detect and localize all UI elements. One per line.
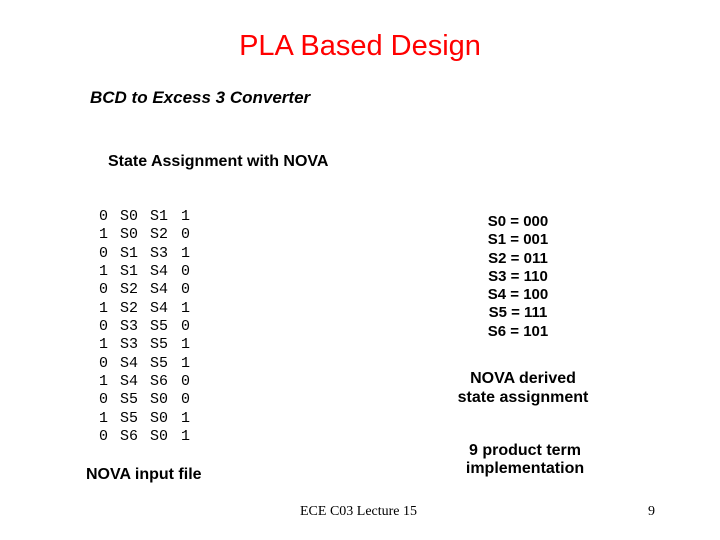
output-bit-cell: 1: [181, 336, 191, 354]
output-bit-cell: 0: [181, 226, 191, 244]
table-row: [99, 263, 193, 281]
state-encoding-item: S3 = 110: [488, 267, 548, 285]
output-bit-cell: 0: [181, 317, 191, 335]
next-state-cell: S4: [150, 299, 169, 317]
present-state-cell: S2: [120, 281, 139, 299]
next-state-cell: S4: [150, 281, 169, 299]
next-state-cell: S4: [150, 262, 169, 280]
present-state-cell: S1: [120, 244, 139, 262]
state-encoding-item: S0 = 000: [487, 213, 549, 230]
present-state-cell: S2: [120, 299, 139, 317]
nova-input-file-label: NOVA input file: [86, 466, 202, 483]
input-bit-cell: 1: [99, 409, 109, 427]
nova-derived-line-1: NOVA derived: [470, 370, 576, 387]
input-bit-cell: 0: [99, 354, 109, 372]
present-state-cell: S4: [120, 354, 139, 372]
present-state-cell: S0: [120, 208, 139, 225]
present-state-cell: S3: [120, 336, 139, 354]
output-bit-cell: 1: [181, 299, 191, 317]
table-row: [99, 300, 193, 318]
state-encoding-item: S6 = 101: [487, 322, 549, 340]
table-row: [99, 336, 193, 354]
product-term-line-2: implementation: [465, 460, 585, 477]
table-row: [99, 245, 193, 263]
next-state-cell: S2: [150, 226, 169, 244]
table-row: [99, 373, 193, 391]
table-row: [99, 410, 193, 428]
output-bit-cell: 1: [181, 244, 191, 262]
present-state-cell: S5: [120, 409, 139, 427]
output-bit-cell: 0: [181, 262, 191, 280]
present-state-cell: S0: [120, 226, 139, 244]
nova-derived-line-2: state assignment: [457, 389, 589, 406]
input-bit-cell: 0: [99, 244, 109, 262]
state-encoding-item: S1 = 001: [487, 231, 549, 249]
state-encoding-item: S5 = 111: [488, 304, 548, 322]
next-state-cell: S1: [150, 208, 169, 225]
nova-input-table: [99, 208, 193, 446]
present-state-cell: S1: [120, 262, 139, 280]
input-bit-cell: 0: [99, 427, 109, 445]
table-row: [99, 355, 193, 373]
next-state-cell: S6: [150, 372, 169, 390]
table-row: [99, 428, 193, 446]
present-state-cell: S6: [120, 427, 139, 445]
next-state-cell: S5: [150, 317, 169, 335]
product-term-line-1: 9 product term: [468, 442, 581, 459]
input-bit-cell: 1: [99, 262, 109, 280]
output-bit-cell: 1: [181, 208, 191, 225]
footer-lecture: ECE C03 Lecture 15: [300, 504, 418, 519]
footer-page-number: 9: [648, 504, 655, 519]
input-bit-cell: 0: [99, 208, 109, 225]
slide-title-text: PLA Based Design: [239, 30, 481, 62]
table-row: [99, 226, 193, 244]
output-bit-cell: 0: [181, 281, 191, 299]
input-bit-cell: 0: [99, 317, 109, 335]
table-row: [99, 318, 193, 336]
output-bit-cell: 1: [181, 409, 191, 427]
table-row: [99, 281, 193, 299]
input-bit-cell: 0: [99, 281, 109, 299]
output-bit-cell: 0: [181, 372, 191, 390]
output-bit-cell: 1: [181, 427, 191, 445]
next-state-cell: S0: [150, 391, 169, 409]
output-bit-cell: 1: [181, 354, 191, 372]
state-encoding-list: [468, 213, 568, 341]
table-row: [99, 208, 193, 226]
table-row: [99, 391, 193, 409]
product-term-caption: [440, 442, 610, 478]
state-encoding-item: S2 = 011: [488, 249, 548, 267]
next-state-cell: S0: [150, 409, 169, 427]
nova-derived-caption: [430, 369, 616, 407]
state-encoding-item: S4 = 100: [487, 286, 549, 304]
slide-subtitle: BCD to Excess 3 Converter: [90, 88, 311, 107]
next-state-cell: S5: [150, 336, 169, 354]
state-assignment-heading: State Assignment with NOVA: [108, 153, 329, 170]
next-state-cell: S5: [150, 354, 169, 372]
next-state-cell: S0: [150, 427, 169, 445]
next-state-cell: S3: [150, 244, 169, 262]
slide-title: [0, 27, 720, 65]
input-bit-cell: 1: [99, 226, 109, 244]
input-bit-cell: 0: [99, 391, 109, 409]
present-state-cell: S3: [120, 317, 139, 335]
input-bit-cell: 1: [99, 336, 109, 354]
present-state-cell: S4: [120, 372, 139, 390]
input-bit-cell: 1: [99, 299, 109, 317]
input-bit-cell: 1: [99, 372, 109, 390]
present-state-cell: S5: [120, 391, 139, 409]
output-bit-cell: 0: [181, 391, 191, 409]
